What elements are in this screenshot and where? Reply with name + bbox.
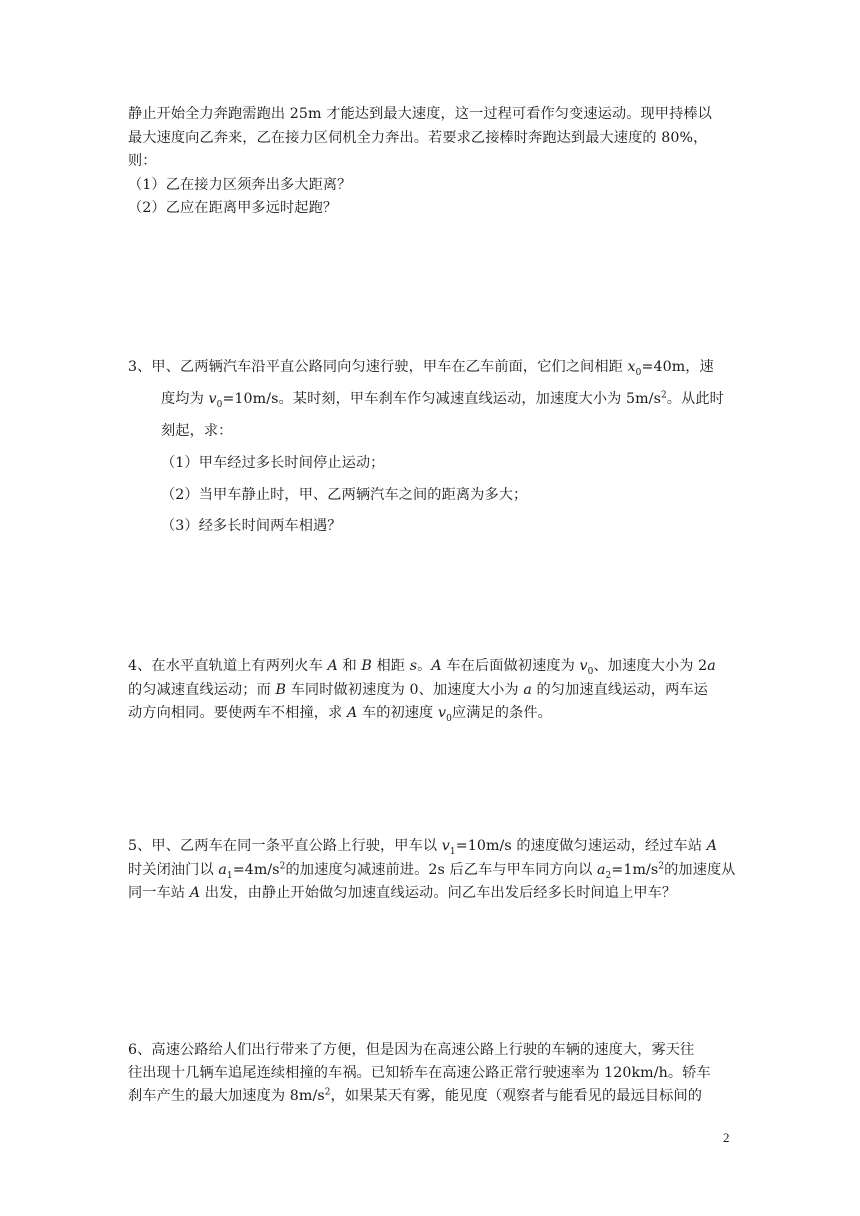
text-segment: 5、甲、乙两车在同一条平直公路上行驶，甲车以 [128,838,442,854]
problem-2-line-3: 则： [128,153,157,169]
text-segment: =10m/s。某时刻，甲车刹车作匀减速直线运动，加速度大小为 5m/s [222,391,661,407]
text-segment: 动方向相同。要使两车不相撞，求 [128,705,347,721]
superscript: 2 [658,861,665,872]
problem-3-line-1 [128,357,714,377]
problem-2-question-1: （1）乙在接力区须奔出多大距离？ [128,177,352,193]
var-v: v [437,705,447,721]
text-segment: =10m/s 的速度做匀速运动，经过车站 [455,838,707,854]
text-segment: 刹车产生的最大加速度为 8m/s [128,1088,325,1104]
var-a: a [596,862,606,878]
text-segment: 和 [337,658,362,674]
subscript: 0 [216,399,223,410]
var-a: a [523,682,532,698]
text-segment: 的加速度从 [664,862,736,878]
text-segment: 、加速度大小为 2 [593,658,708,674]
problem-4-line-3 [128,703,552,723]
text-segment: 车同时做初速度为 0、加速度大小为 [286,682,524,698]
problem-3-question-2: （2）当甲车静止时，甲、乙两辆汽车之间的距离为多大； [161,487,528,503]
subscript: 0 [446,713,452,724]
text-segment: 。从此时 [666,391,724,407]
problem-3-question-3: （3）经多长时间两车相遇？ [161,518,342,534]
problem-3-line-3: 刻起，求： [161,423,233,439]
problem-4-line-1 [128,656,716,676]
var-v: v [208,391,217,407]
subscript: 1 [449,846,456,857]
problem-5-line-1 [128,836,717,856]
text-segment: 4、在水平直轨道上有两列火车 [128,658,328,674]
text-segment: =4m/s [232,862,280,878]
var-v: v [441,838,450,854]
problem-6-line-2: 往出现十几辆车追尾连续相撞的车祸。已知轿车在高速公路正常行驶速率为 120km/h。轿车 [128,1065,711,1081]
subscript: 0 [635,367,642,378]
var-a: a [707,658,716,674]
text-segment: 出发，由静止开始做匀加速直线运动。问乙车出发后经多长时间追上甲车？ [200,885,677,901]
problem-4-line-2 [128,680,708,700]
var-a: a [218,862,227,878]
subscript: 2 [605,870,612,881]
problem-2-question-2: （2）乙应在距离甲多远时起跑？ [128,200,338,216]
superscript: 2 [324,1087,331,1098]
problem-6-line-3 [128,1086,702,1106]
var-A: A [431,658,442,674]
var-B: B [275,682,287,698]
text-segment: 3、甲、乙两辆汽车沿平直公路同向匀速行驶，甲车在乙车前面，它们之间相距 [128,359,628,375]
problem-3-line-2 [161,389,724,409]
var-s: s [409,658,418,674]
text-segment: ，如果某天有雾，能见度（观察者与能看见的最远目标间的 [330,1088,703,1104]
problem-3-question-1: （1）甲车经过多长时间停止运动； [161,455,385,471]
var-A: A [327,658,338,674]
var-v: v [579,658,588,674]
text-segment: 应满足的条件。 [451,705,552,721]
text-segment: 度均为 [161,391,209,407]
text-segment: =1m/s [611,862,659,878]
subscript: 0 [587,666,594,677]
text-segment: 的加速度匀减速前进。2s 后乙车与甲车同方向以 [285,862,597,878]
subscript: 1 [226,870,233,881]
var-B: B [361,658,372,674]
problem-5-line-2 [128,860,736,880]
problem-5-line-3 [128,883,676,903]
text-segment: =40m，速 [641,359,714,375]
text-segment: 同一车站 [128,885,190,901]
var-A: A [346,705,358,721]
text-segment: 。 [417,658,432,674]
text-segment: 的匀加速直线运动，两车运 [531,682,708,698]
text-segment: 时关闭油门以 [128,862,219,878]
problem-6-line-1: 6、高速公路给人们出行带来了方便，但是因为在高速公路上行驶的车辆的速度大，雾天往 [128,1042,695,1058]
text-segment: 相距 [371,658,410,674]
text-segment: 车的初速度 [357,705,438,721]
problem-2-line-2: 最大速度向乙奔来，乙在接力区伺机全力奔出。若要求乙接棒时奔跑达到最大速度的 80%， [128,130,708,146]
var-A: A [189,885,201,901]
var-A: A [706,838,718,854]
problem-2-line-1: 静止开始全力奔跑需跑出 25m 才能达到最大速度，这一过程可看作匀变速运动。现甲持棒以 [128,106,712,122]
text-segment: 的匀减速直线运动；而 [128,682,276,698]
superscript: 2 [660,390,667,401]
text-segment: 车在后面做初速度为 [441,658,580,674]
superscript: 2 [279,861,286,872]
page-number: 2 [723,1130,730,1145]
var-x: x [627,359,636,375]
